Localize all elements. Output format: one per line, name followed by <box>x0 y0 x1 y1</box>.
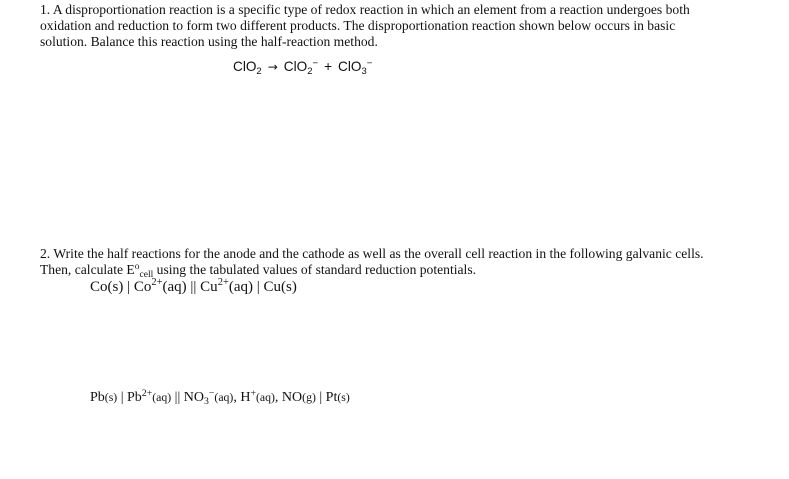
q2-line-2: Then, calculate $E^o_{cell}$ using the tabulated values of standard reduction potentials. <box>40 261 477 280</box>
question-2-text <box>40 246 780 278</box>
product-1: ClO$_2$− <box>283 57 319 77</box>
q1-line-1: 1. A disproportionation reaction is a specific type of redox reaction in which an element from a reaction undergoes both <box>40 2 690 17</box>
galvanic-cell-1: Co(s) | $Co^{2+}(aq)$ || $Cu^{2+}(aq)$ | Cu(s) <box>90 277 297 295</box>
reactant: ClO$_2$ <box>233 59 262 77</box>
q2-line-1: 2. Write the half reactions for the anode and the cathode as well as the overall cell reaction in the following galvanic cells. <box>40 246 704 261</box>
reaction-arrow: → <box>267 60 278 74</box>
question-1-text <box>40 2 780 50</box>
q1-line-2: oxidation and reduction to form two different products. The disproportionation reaction shown below occurs in basic <box>40 18 676 33</box>
plus-sign: + <box>324 59 333 74</box>
product-2: ClO$_3$− <box>338 57 373 77</box>
q1-line-3: solution. Balance this reaction using the half-reaction method. <box>40 34 378 49</box>
galvanic-cell-2: Pb(s) | $Pb^{2+}(aq)$ || $NO_3^-(aq)$, H+(aq), NO(g) | Pt(s) <box>90 387 350 407</box>
disproportionation-equation <box>233 57 373 77</box>
